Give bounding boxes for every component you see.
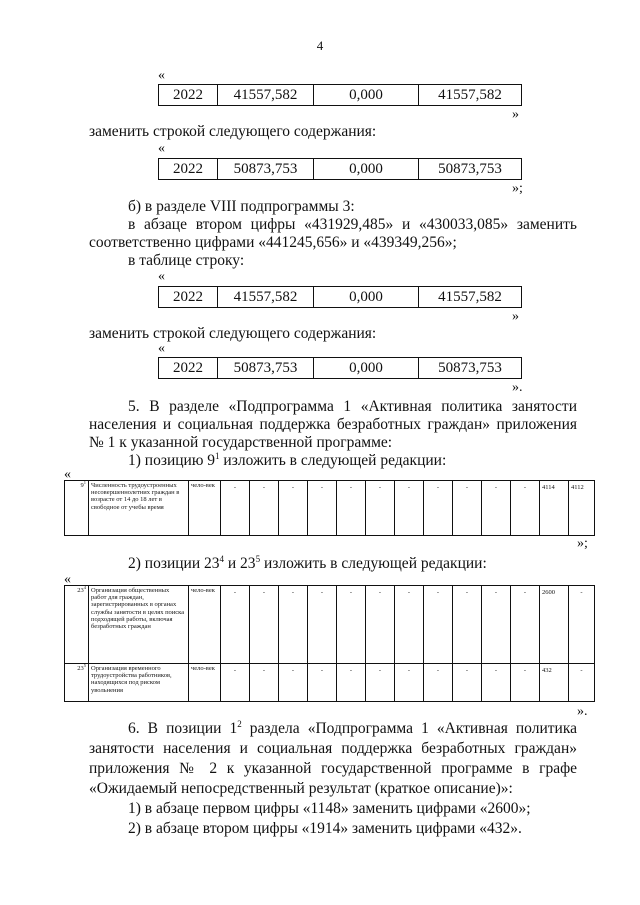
cell-value: 4114 xyxy=(540,481,569,536)
section-b-line-1: в абзаце втором цифры «431929,485» и «430033,085» заменить xyxy=(128,216,577,233)
p5-line-2: населения и социальная поддержка безработных граждан» приложения xyxy=(89,416,577,433)
close-quote: » xyxy=(512,107,519,122)
close-quote-period: ». xyxy=(577,704,588,719)
open-quote: « xyxy=(158,68,165,83)
cell-value: - xyxy=(221,481,250,536)
open-quote: « xyxy=(158,141,165,156)
cell-value: - xyxy=(482,481,511,536)
p6-line-1 xyxy=(128,720,577,738)
p6-item-2: 2) в абзаце втором цифры «1914» заменить цифрами «432». xyxy=(128,820,522,837)
cell-value: - xyxy=(308,481,337,536)
cell-value: - xyxy=(221,586,250,664)
cell-value: - xyxy=(395,586,424,664)
cell-value: - xyxy=(511,481,540,536)
p6-line-3: приложения № 2 к указанной государственной программе в графе xyxy=(89,760,577,777)
p5-item-2-text-a: 2) позиции 23 xyxy=(128,555,220,572)
cell-value: - xyxy=(511,586,540,664)
table-row-old-2 xyxy=(158,286,522,308)
cell-value: - xyxy=(424,664,453,702)
row-number: 23 xyxy=(77,665,84,672)
p5-item-2-text-b: изложить в следующей редакции: xyxy=(260,555,487,572)
cell-indicator-name: Численность трудоустроенных несовершеннолетних граждан в возрасте от 14 до 18 лет в свободное от учебы время xyxy=(89,481,189,536)
cell-number xyxy=(65,586,89,664)
cell-value: - xyxy=(453,664,482,702)
row-number-sup: 5 xyxy=(83,663,86,668)
cell-value: - xyxy=(453,586,482,664)
cell-value: - xyxy=(569,586,595,664)
cell-value: - xyxy=(482,664,511,702)
table-row xyxy=(65,481,595,536)
cell-value: - xyxy=(250,664,279,702)
cell-value: - xyxy=(250,586,279,664)
table-row-old-1 xyxy=(158,84,522,106)
cell-federal: 0,000 xyxy=(313,159,418,179)
p6-line-1-text-b: раздела «Подпрограмма 1 «Активная политика xyxy=(241,720,578,737)
open-quote: « xyxy=(158,341,165,356)
cell-value: - xyxy=(453,481,482,536)
cell-year: 2022 xyxy=(173,359,203,376)
cell-unit: чело-век xyxy=(189,481,221,536)
cell-value: - xyxy=(279,586,308,664)
cell-year: 2022 xyxy=(173,288,203,305)
p6-line-1-sup: 2 xyxy=(237,718,242,729)
cell-value: - xyxy=(221,664,250,702)
row-number-sup: 1 xyxy=(83,480,86,485)
cell-value: - xyxy=(308,586,337,664)
section-b-line-3: в таблице строку: xyxy=(128,252,245,269)
p5-line-3: № 1 к указанной государственной программе: xyxy=(89,434,393,451)
cell-year: 2022 xyxy=(173,160,203,177)
row-number: 9 xyxy=(80,482,84,489)
cell-total: 41557,582 xyxy=(217,85,313,105)
cell-value: 432 xyxy=(540,664,569,702)
open-quote: « xyxy=(158,269,165,284)
cell-unit: чело-век xyxy=(189,586,221,664)
cell-value: - xyxy=(337,481,366,536)
cell-regional: 41557,582 xyxy=(418,287,521,307)
cell-indicator-name: Организация временного трудоустройства работников, находящихся под риском увольнения xyxy=(89,664,189,702)
cell-value: 4112 xyxy=(569,481,595,536)
table-row xyxy=(65,586,595,664)
cell-value: - xyxy=(250,481,279,536)
table-position-9 xyxy=(64,480,595,536)
row-number-sup: 4 xyxy=(83,585,86,590)
table-row-new-1 xyxy=(158,158,522,180)
cell-value: - xyxy=(511,664,540,702)
p5-item-2-sup-1: 4 xyxy=(219,553,225,564)
p5-item-1-sup: 1 xyxy=(215,450,220,461)
close-quote: » xyxy=(512,309,519,324)
cell-value: - xyxy=(337,664,366,702)
close-quote-semicolon: »; xyxy=(577,536,588,551)
cell-value: - xyxy=(395,664,424,702)
p6-line-1-text-a: 6. В позиции 1 xyxy=(128,720,238,737)
cell-number xyxy=(65,481,89,536)
p6-line-4: «Ожидаемый непосредственный результат (краткое описание)»: xyxy=(89,780,513,797)
table-row-new-2 xyxy=(158,357,522,379)
cell-regional: 41557,582 xyxy=(418,85,521,105)
cell-federal: 0,000 xyxy=(313,287,418,307)
cell-number xyxy=(65,664,89,702)
replace-line: заменить строкой следующего содержания: xyxy=(89,325,377,342)
p5-item-1-text-b: изложить в следующей редакции: xyxy=(219,452,447,469)
table-row xyxy=(65,664,595,702)
close-quote-semicolon: »; xyxy=(512,181,523,196)
cell-total: 50873,753 xyxy=(217,358,313,378)
p5-item-1 xyxy=(128,452,446,470)
page-number: 4 xyxy=(316,38,324,53)
cell-value: - xyxy=(366,481,395,536)
p5-item-2-sup-2: 5 xyxy=(255,553,261,564)
cell-value: - xyxy=(482,586,511,664)
open-quote: « xyxy=(64,467,71,482)
cell-value: - xyxy=(424,481,453,536)
cell-year: 2022 xyxy=(173,86,203,103)
close-quote-period: ». xyxy=(512,380,523,395)
table-positions-23 xyxy=(64,585,595,702)
cell-value: - xyxy=(395,481,424,536)
cell-value: - xyxy=(279,664,308,702)
cell-value: - xyxy=(569,664,595,702)
p5-item-2-text-mid: и 23 xyxy=(224,555,256,572)
cell-value: - xyxy=(279,481,308,536)
cell-regional: 50873,753 xyxy=(418,358,521,378)
cell-value: - xyxy=(424,586,453,664)
section-b-heading: б) в разделе VIII подпрограммы 3: xyxy=(128,198,355,215)
cell-federal: 0,000 xyxy=(313,85,418,105)
p6-line-2: занятости населения и социальная поддержка безработных граждан» xyxy=(89,740,577,757)
replace-line: заменить строкой следующего содержания: xyxy=(89,123,377,140)
p5-item-2 xyxy=(128,555,487,573)
cell-value: 2600 xyxy=(540,586,569,664)
cell-unit: чело-век xyxy=(189,664,221,702)
p5-item-1-text-a: 1) позицию 9 xyxy=(128,452,216,469)
cell-value: - xyxy=(366,586,395,664)
open-quote: « xyxy=(64,572,71,587)
p5-line-1: 5. В разделе «Подпрограмма 1 «Активная политика занятости xyxy=(128,398,577,415)
section-b-line-2: соответственно цифрами «441245,656» и «439349,256»; xyxy=(89,234,457,251)
row-number: 23 xyxy=(77,587,84,594)
cell-value: - xyxy=(366,664,395,702)
cell-federal: 0,000 xyxy=(313,358,418,378)
cell-value: - xyxy=(308,664,337,702)
cell-indicator-name: Организация общественных работ для граждан, зарегистрированных в органах службы занятости в целях поиска подходящей работы, включая безработных граждан xyxy=(89,586,189,664)
cell-regional: 50873,753 xyxy=(418,159,521,179)
cell-value: - xyxy=(337,586,366,664)
cell-total: 41557,582 xyxy=(217,287,313,307)
p6-item-1: 1) в абзаце первом цифры «1148» заменить цифрами «2600»; xyxy=(128,800,531,817)
cell-total: 50873,753 xyxy=(217,159,313,179)
